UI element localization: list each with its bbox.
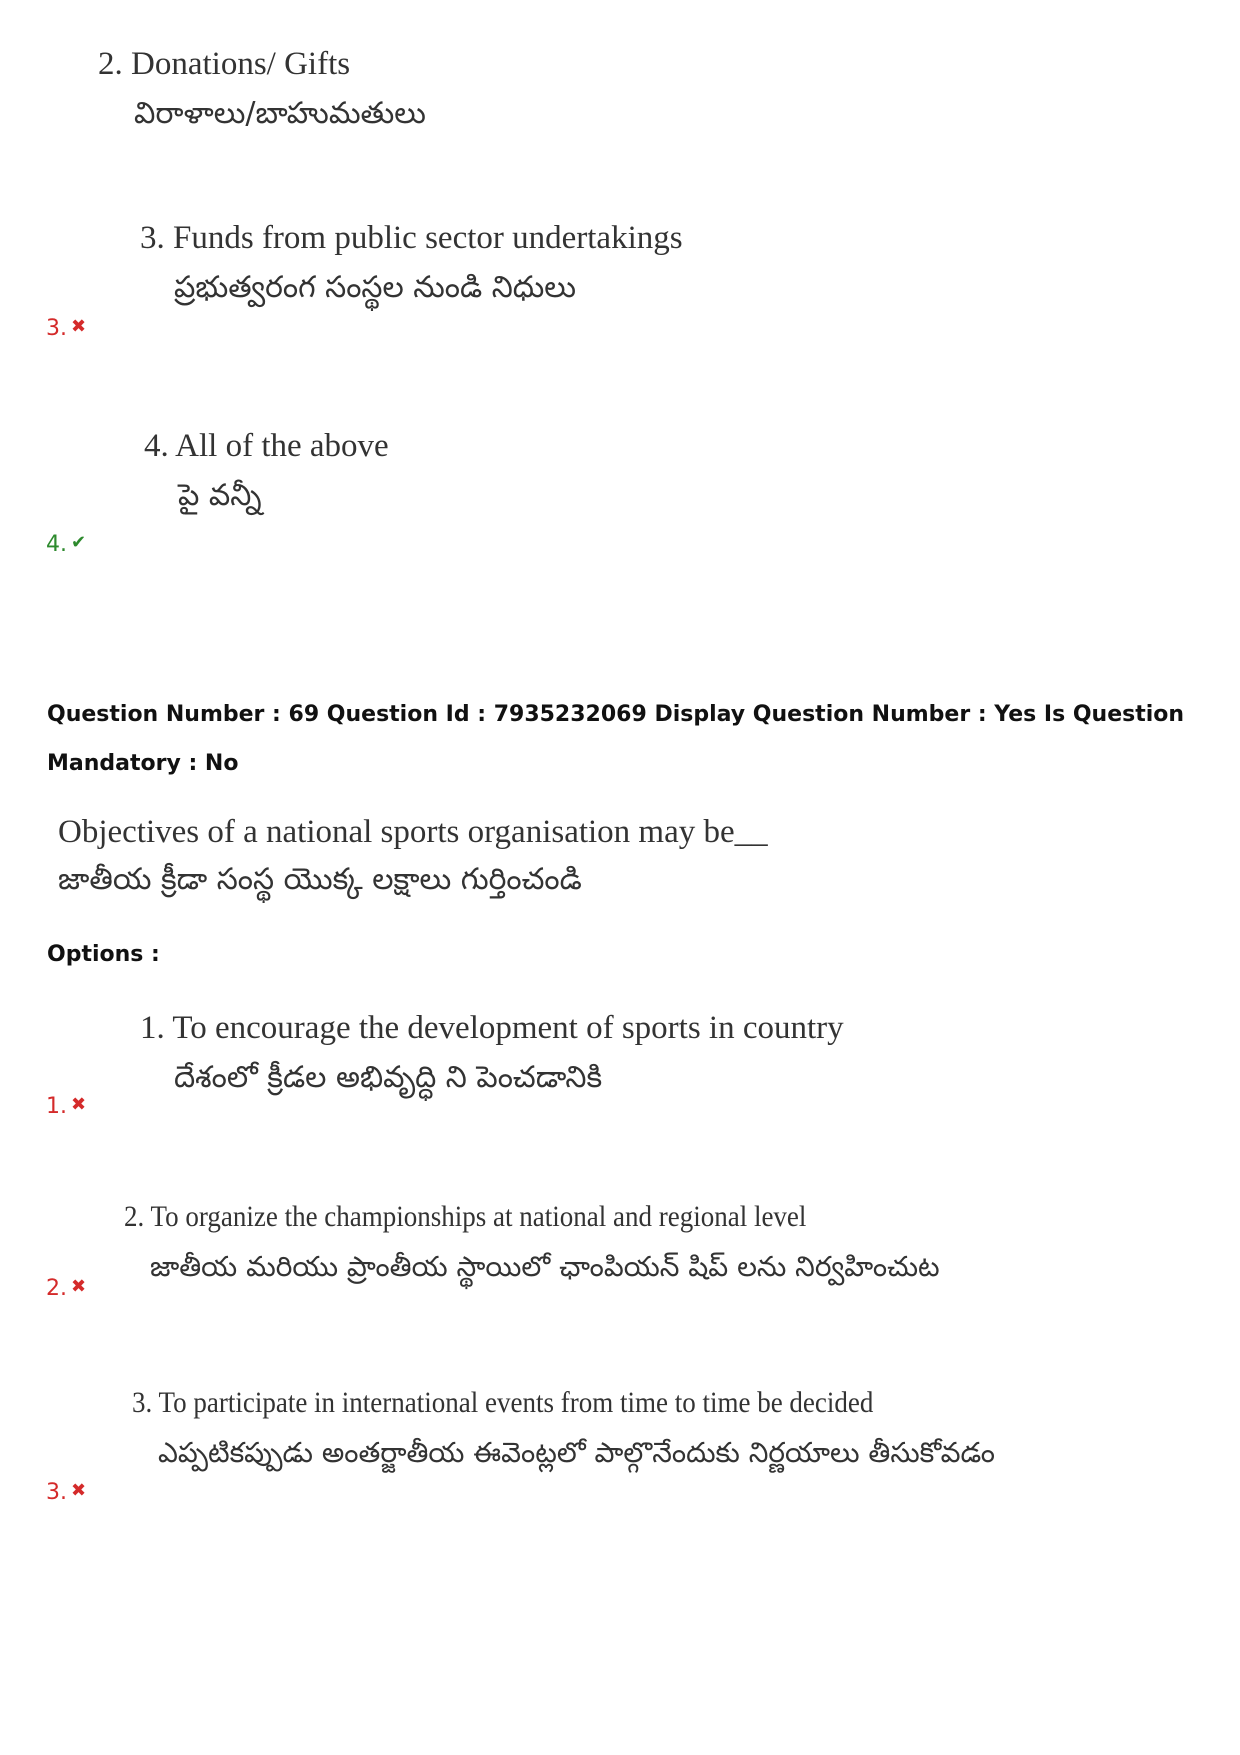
options-label: Options :	[47, 942, 160, 967]
correct-answer-icon: ✔	[71, 532, 87, 553]
option-1-marker	[46, 1094, 86, 1119]
prev-option-4-telugu: పై వన్నీ	[178, 478, 262, 513]
wrong-answer-icon: ✖	[71, 316, 87, 337]
option-2-english: 2. To organize the championships at national and regional level	[124, 1200, 807, 1233]
option-3-marker	[46, 1480, 86, 1505]
option-3-telugu: ఎప్పటికప్పుడు అంతర్జాతీయ ఈవెంట్లలో పాల్గొనేందుకు నిర్ణయాలు తీసుకోవడం	[158, 1436, 995, 1469]
option-number: 4.	[46, 532, 67, 557]
question-text-telugu: జాతీయ క్రీడా సంస్థ యొక్క లక్షాలు గుర్తించండి	[58, 862, 582, 897]
prev-option-2-english: 2. Donations/ Gifts	[98, 46, 351, 82]
wrong-answer-icon: ✖	[71, 1094, 87, 1115]
option-1-telugu: దేశంలో క్రీడల అభివృద్ధి ని పెంచడానికి	[174, 1060, 603, 1095]
prev-option-2-telugu: విరాళాలు/బాహుమతులు	[134, 96, 426, 131]
prev-option-3-english: 3. Funds from public sector undertakings	[140, 220, 683, 256]
option-number: 3.	[46, 316, 67, 341]
option-number: 2.	[46, 1276, 67, 1301]
question-meta-line-2: Mandatory : No	[47, 751, 239, 776]
option-3-english: 3. To participate in international events from time to time be decided	[132, 1386, 874, 1419]
prev-option-3-telugu: ప్రభుత్వరంగ సంస్థల నుండి నిధులు	[174, 270, 576, 305]
prev-option-4-marker	[46, 532, 86, 557]
option-number: 3.	[46, 1480, 67, 1505]
prev-option-4-english: 4. All of the above	[144, 428, 389, 464]
option-number: 1.	[46, 1094, 67, 1119]
question-meta-line-1: Question Number : 69 Question Id : 7935232069 Display Question Number : Yes Is Question	[47, 702, 1185, 727]
wrong-answer-icon: ✖	[71, 1480, 87, 1501]
question-text-english: Objectives of a national sports organisation may be__	[58, 814, 768, 850]
option-1-english: 1. To encourage the development of sports in country	[140, 1010, 844, 1046]
option-2-marker	[46, 1276, 86, 1301]
option-2-telugu: జాతీయ మరియు ప్రాంతీయ స్థాయిలో ఛాంపియన్ షిప్ లను నిర్వహించుట	[150, 1250, 940, 1283]
prev-option-3-marker	[46, 316, 86, 341]
wrong-answer-icon: ✖	[71, 1276, 87, 1297]
